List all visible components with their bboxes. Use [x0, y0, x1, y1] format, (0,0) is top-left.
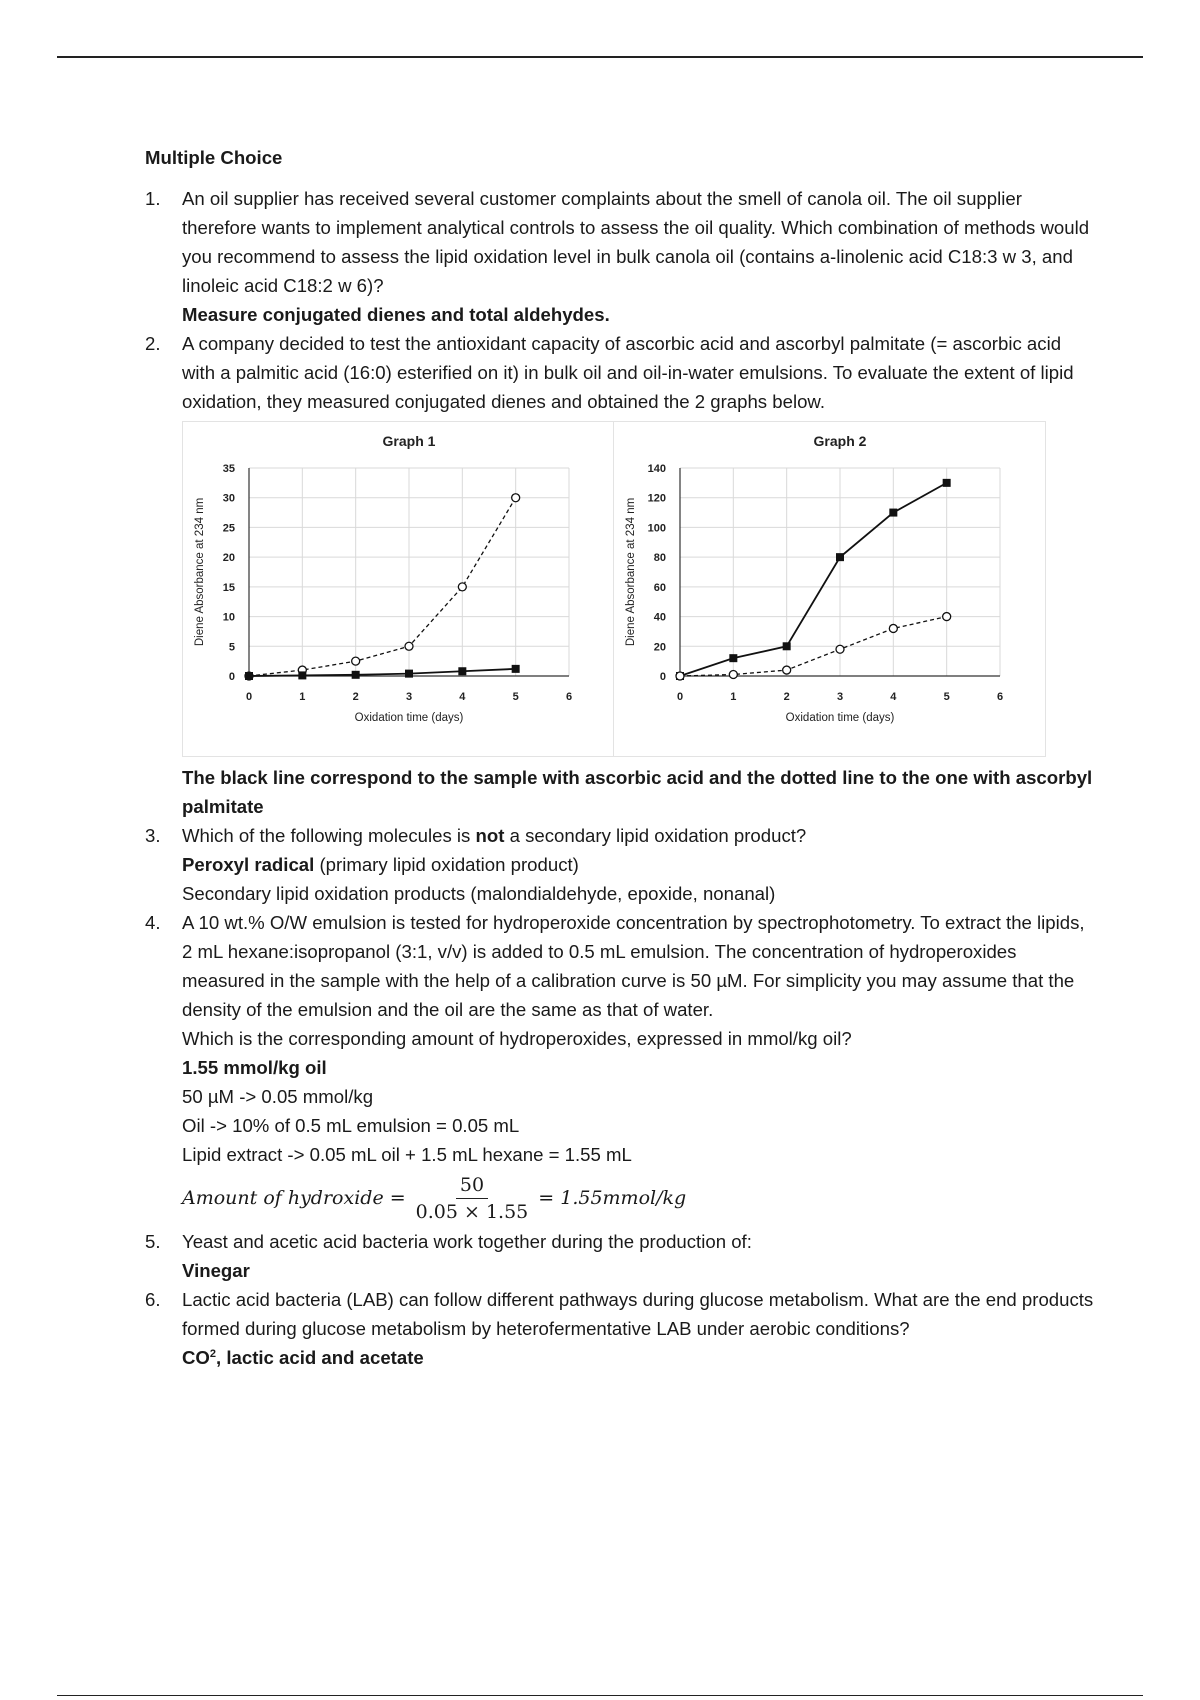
question-number: 5.	[145, 1231, 161, 1252]
question-text: An oil supplier has received several customer complaints about the smell of canola oil. The oil supplier therefore wants to implement analytical controls to assess the oil quality. Which combination of methods would you recommend to assess the lipid oxidation level in bulk canola oil (contains a-linolenic acid C18:3 w 3, and linoleic acid C18:2 w 6)?	[182, 188, 1090, 296]
x-tick-label: 5	[512, 691, 519, 703]
y-tick-label: 100	[647, 522, 666, 535]
calc-step-2: Oil -> 10% of 0.5 mL emulsion = 0.05 mL	[182, 1115, 520, 1136]
x-tick-label: 1	[299, 691, 306, 703]
question-5	[145, 1227, 1095, 1285]
data-point-circle	[889, 624, 897, 632]
y-tick-label: 30	[222, 492, 235, 505]
y-tick-label: 5	[228, 641, 235, 654]
y-tick-label: 15	[222, 581, 235, 594]
x-tick-label: 3	[405, 691, 413, 703]
answer-rest: , lactic acid and acetate	[216, 1347, 424, 1368]
data-point-square	[352, 671, 360, 679]
x-axis-label: Oxidation time (days)	[785, 712, 895, 724]
data-point-circle	[512, 494, 520, 502]
y-tick-label: 20	[653, 641, 666, 654]
calc-step-3: Lipid extract -> 0.05 mL oil + 1.5 mL hexane = 1.55 mL	[182, 1144, 632, 1165]
x-tick-label: 6	[996, 691, 1004, 703]
formula-fraction	[412, 1172, 533, 1225]
x-tick-label: 2	[352, 691, 359, 703]
formula	[182, 1169, 1095, 1227]
question-number: 4.	[145, 912, 161, 933]
answer-co: CO	[182, 1347, 210, 1368]
y-tick-label: 25	[222, 522, 235, 535]
x-axis-label: Oxidation time (days)	[354, 712, 464, 724]
question-3	[145, 821, 1095, 908]
series-line	[680, 483, 947, 676]
document-body	[145, 143, 1095, 1372]
question-text-part: Which of the following molecules is	[182, 825, 476, 846]
y-tick-label: 35	[222, 463, 235, 475]
charts-container	[182, 421, 1046, 757]
formula-numerator: 50	[456, 1172, 488, 1199]
chart-graph-2	[613, 422, 1044, 756]
question-text: A 10 wt.% O/W emulsion is tested for hydroperoxide concentration by spectrophotometry. To extract the lipids, 2 mL hexane:isopropanol (3:1, v/v) is added to 0.5 mL emulsion. The concentration of hydroperoxides measured in the sample with the help of a calibration curve is 50 µM. For simplicity you may assume that the density of the emulsion and the oil are the same as that of water.	[182, 912, 1085, 1020]
y-tick-label: 140	[647, 463, 666, 475]
answer-note: Secondary lipid oxidation products (malondialdehyde, epoxide, nonanal)	[182, 883, 776, 904]
y-tick-label: 20	[222, 552, 235, 565]
data-point-square	[836, 553, 844, 561]
question-1	[145, 184, 1095, 329]
question-number: 1.	[145, 188, 161, 209]
question-2	[145, 329, 1095, 821]
x-tick-label: 5	[943, 691, 950, 703]
data-point-square	[298, 671, 306, 679]
chart-graph-1	[183, 422, 613, 756]
data-point-square	[405, 670, 413, 678]
y-tick-label: 120	[647, 492, 666, 505]
question-text	[182, 821, 1095, 850]
question-text-2: Which is the corresponding amount of hydroperoxides, expressed in mmol/kg oil?	[182, 1028, 852, 1049]
x-tick-label: 4	[890, 691, 897, 703]
answer: Measure conjugated dienes and total aldehydes.	[182, 304, 610, 325]
answer-rest: (primary lipid oxidation product)	[314, 854, 579, 875]
question-text: A company decided to test the antioxidant capacity of ascorbic acid and ascorbyl palmitate (= ascorbic acid with a palmitic acid (16:0) esterified on it) in bulk oil and oil-in-water emulsions. To evaluate the extent of lipid oxidation, they measured conjugated dienes and obtained the 2 graphs below.	[182, 333, 1074, 412]
chart-title: Graph 1	[382, 433, 436, 449]
question-number: 3.	[145, 825, 161, 846]
data-point-square	[943, 479, 951, 487]
section-title: Multiple Choice	[145, 147, 283, 168]
data-point-circle	[783, 666, 791, 674]
graph-2-svg	[614, 422, 1044, 756]
question-6	[145, 1285, 1095, 1372]
y-axis-label: Diene Absorbance at 234 nm	[194, 497, 206, 647]
question-4	[145, 908, 1095, 1227]
question-text-part: a secondary lipid oxidation product?	[504, 825, 807, 846]
formula-rhs: = 1.55mmol/kg	[538, 1186, 687, 1209]
y-axis-label: Diene Absorbance at 234 nm	[625, 497, 637, 647]
data-point-circle	[729, 671, 737, 679]
bottom-rule	[57, 1695, 1143, 1696]
answer: Vinegar	[182, 1260, 250, 1281]
formula-denominator: 0.05 × 1.55	[415, 1200, 529, 1223]
answer-superscript: 2	[209, 1347, 217, 1360]
data-point-circle	[458, 583, 466, 591]
top-rule	[57, 56, 1143, 58]
data-point-square	[889, 509, 897, 517]
formula-lhs: Amount of hydroxide =	[182, 1186, 406, 1209]
data-point-square	[458, 667, 466, 675]
x-tick-label: 1	[730, 691, 737, 703]
answer: 1.55 mmol/kg oil	[182, 1057, 327, 1078]
emphasis-not: not	[475, 825, 505, 846]
x-tick-label: 4	[459, 691, 466, 703]
y-tick-label: 0	[228, 671, 235, 683]
data-point-circle	[676, 672, 684, 680]
y-tick-label: 60	[653, 581, 666, 594]
answer: The black line correspond to the sample with ascorbic acid and the dotted line to the one with ascorbyl palmitate	[182, 767, 1093, 817]
x-tick-label: 2	[783, 691, 790, 703]
answer-bold: Peroxyl radical	[182, 854, 315, 875]
data-point-circle	[405, 642, 413, 650]
x-tick-label: 0	[245, 691, 253, 703]
data-point-square	[512, 665, 520, 673]
data-point-square	[729, 654, 737, 662]
data-point-circle	[836, 645, 844, 653]
data-point-square	[245, 672, 253, 680]
answer	[182, 850, 1095, 879]
x-tick-label: 6	[565, 691, 573, 703]
question-text: Lactic acid bacteria (LAB) can follow different pathways during glucose metabolism. What are the end products formed during glucose metabolism by heterofermentative LAB under aerobic conditions?	[182, 1289, 1094, 1339]
answer	[182, 1343, 1095, 1372]
y-tick-label: 80	[653, 552, 666, 565]
y-tick-label: 0	[659, 671, 666, 683]
x-tick-label: 0	[676, 691, 684, 703]
x-tick-label: 3	[836, 691, 844, 703]
data-point-circle	[943, 613, 951, 621]
chart-title: Graph 2	[813, 433, 867, 449]
calc-step-1: 50 µM -> 0.05 mmol/kg	[182, 1086, 374, 1107]
question-number: 2.	[145, 333, 161, 354]
data-point-square	[783, 642, 791, 650]
y-tick-label: 40	[653, 611, 666, 624]
question-number: 6.	[145, 1289, 161, 1310]
series-line	[249, 669, 516, 676]
y-tick-label: 10	[222, 611, 235, 624]
graph-1-svg	[183, 422, 613, 756]
question-text: Yeast and acetic acid bacteria work together during the production of:	[182, 1231, 752, 1252]
data-point-circle	[352, 657, 360, 665]
